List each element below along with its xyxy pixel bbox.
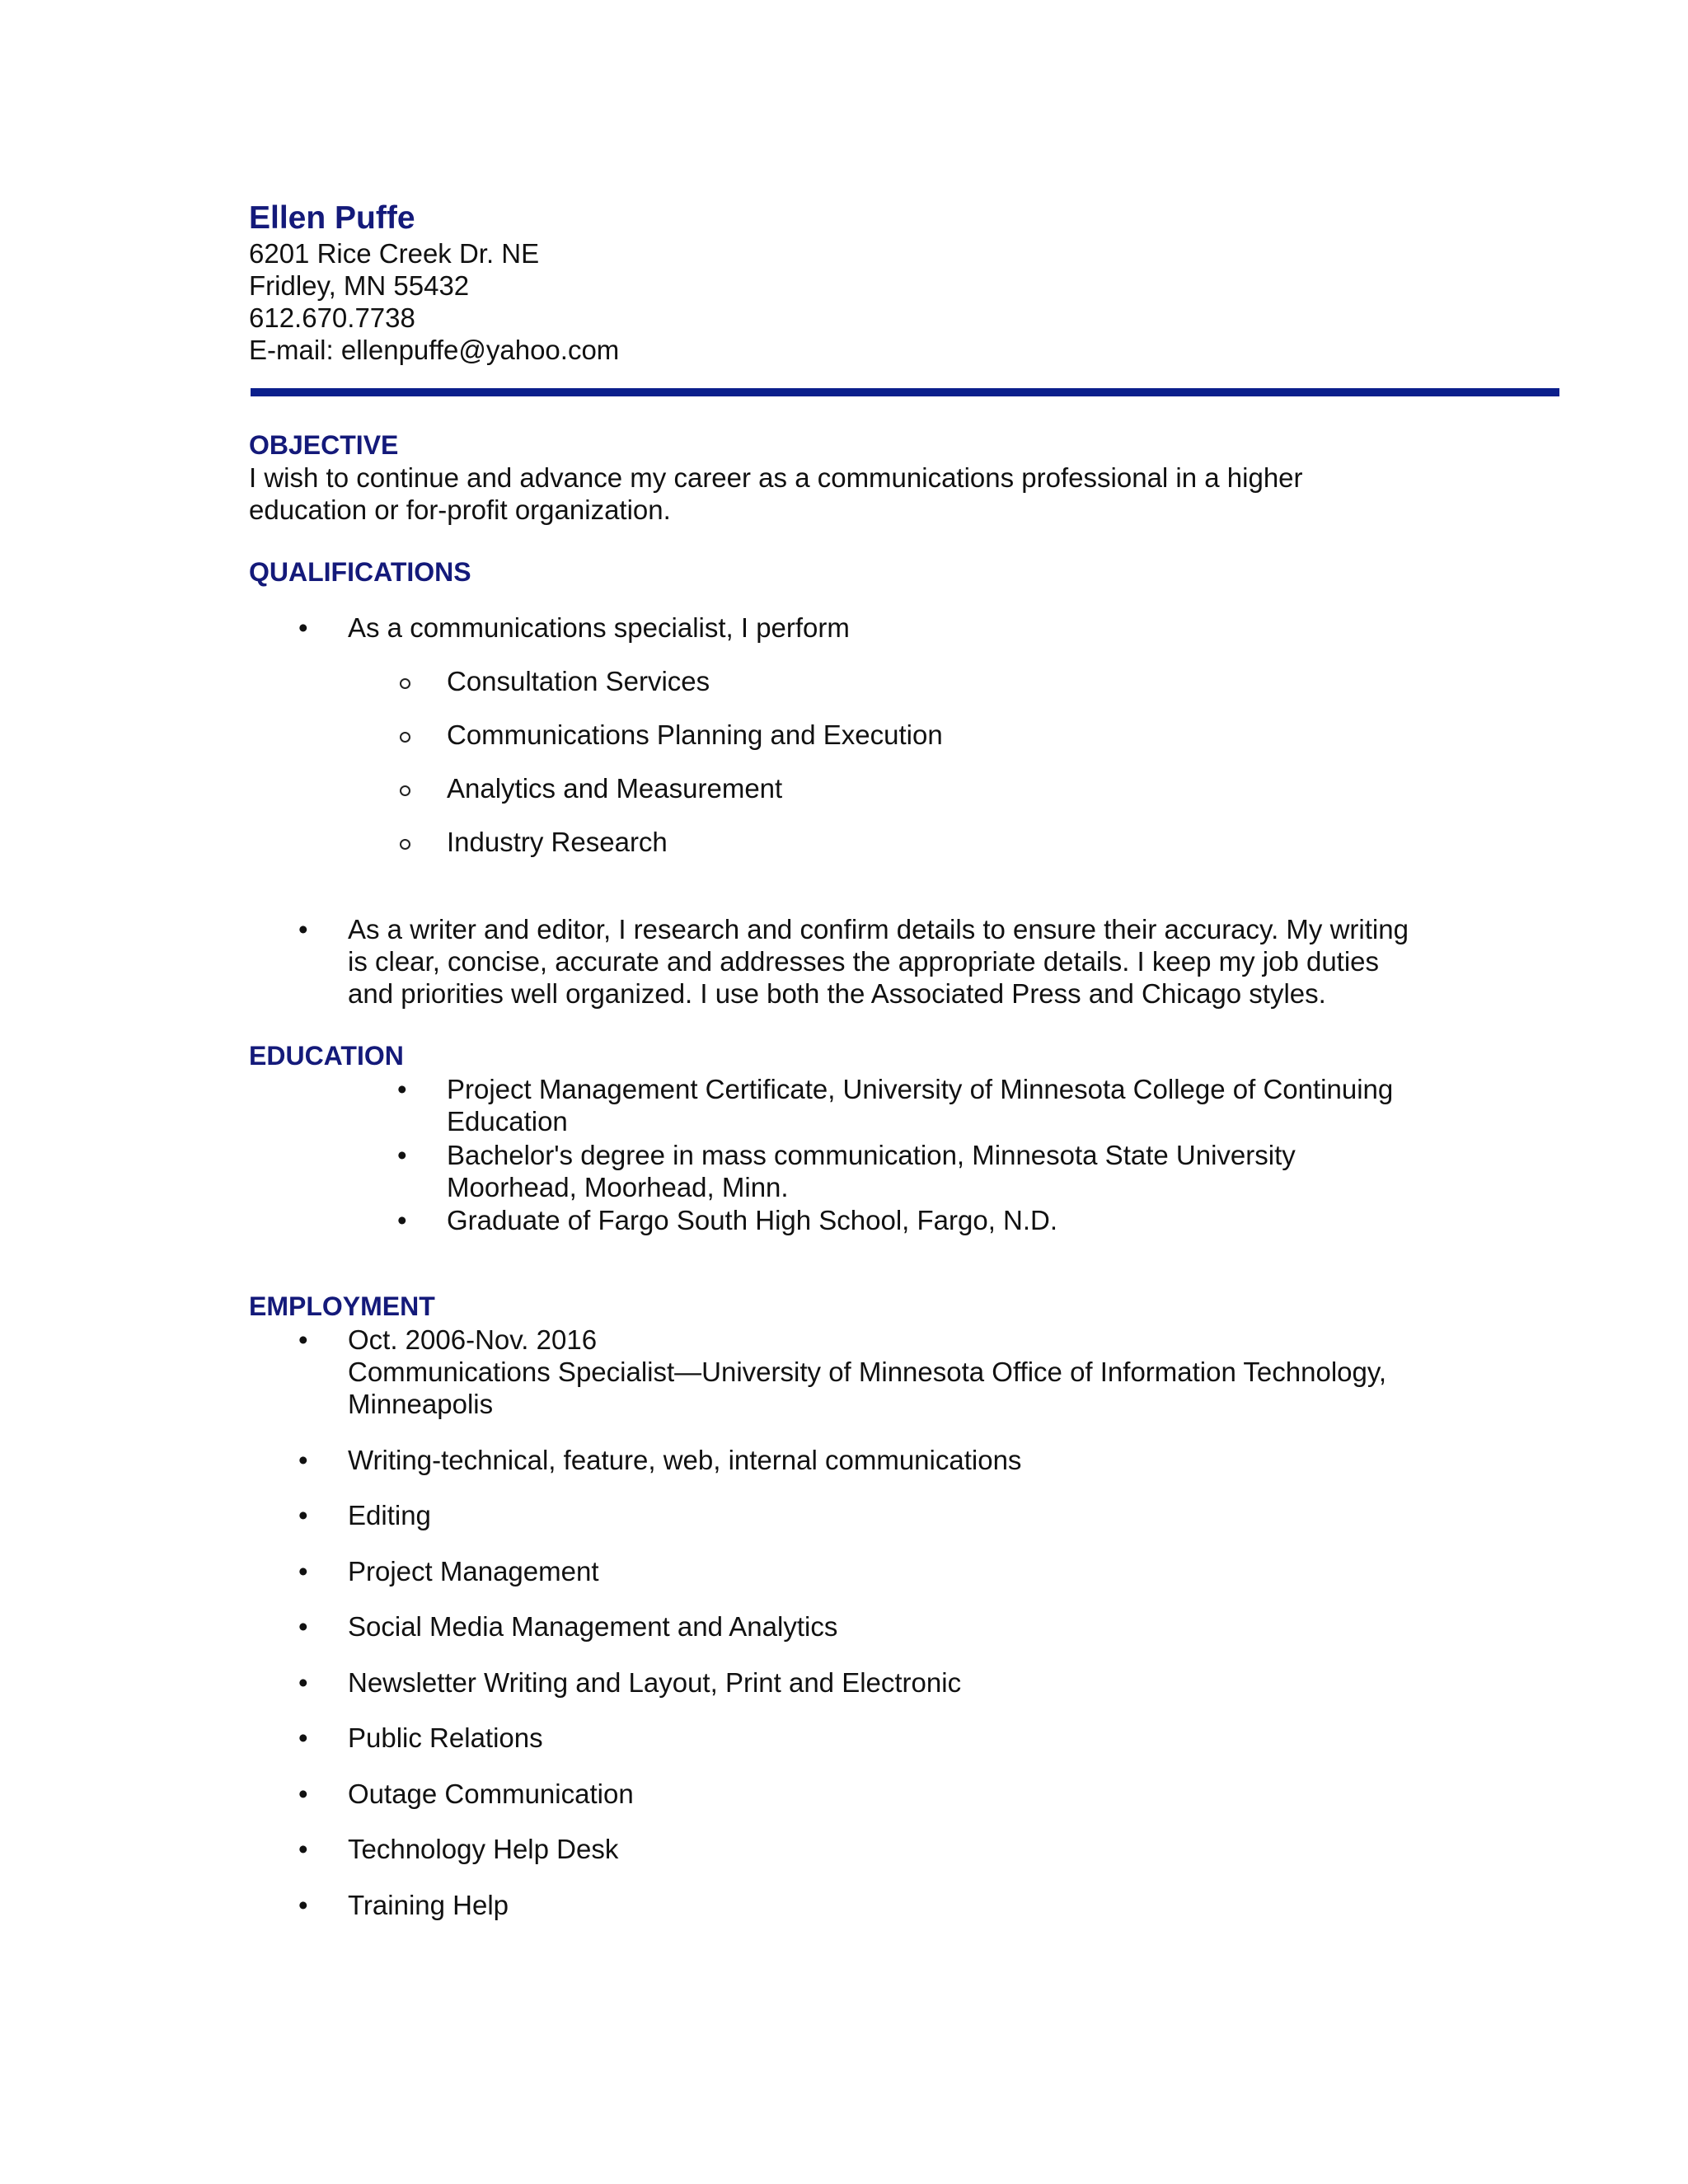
bullet-icon: • xyxy=(397,1205,407,1235)
duty-item-1: Writing-technical, feature, web, internal communications xyxy=(348,1445,1022,1475)
bullet-icon: • xyxy=(298,1834,308,1864)
qualification-item-1: As a communications specialist, I perform xyxy=(348,612,850,643)
employment-heading: EMPLOYMENT xyxy=(249,1291,435,1321)
job-dates: Oct. 2006-Nov. 2016 xyxy=(348,1324,598,1355)
bullet-icon: • xyxy=(298,612,308,643)
qualification-item-2-line-1: As a writer and editor, I research and confirm details to ensure their accuracy. My writing xyxy=(348,914,1409,944)
bullet-icon: • xyxy=(397,1140,407,1170)
qualification-subitem-1: Consultation Services xyxy=(447,666,710,696)
qualifications-heading: QUALIFICATIONS xyxy=(249,557,471,587)
duty-item-5: Newsletter Writing and Layout, Print and Electronic xyxy=(348,1667,962,1698)
education-item-2-line-2: Moorhead, Moorhead, Minn. xyxy=(447,1172,789,1202)
bullet-icon: • xyxy=(298,1722,308,1753)
education-heading: EDUCATION xyxy=(249,1041,404,1071)
header-divider xyxy=(251,388,1559,396)
qualification-subitem-4: Industry Research xyxy=(447,827,668,857)
job-title: Communications Specialist—University of Minnesota Office of Information Technology, xyxy=(348,1357,1387,1387)
qualification-subitem-2: Communications Planning and Execution xyxy=(447,719,943,750)
qualification-item-2-line-3: and priorities well organized. I use both the Associated Press and Chicago styles. xyxy=(348,978,1326,1009)
duty-item-4: Social Media Management and Analytics xyxy=(348,1611,838,1642)
bullet-icon: • xyxy=(298,1500,308,1530)
objective-line-2: education or for-profit organization. xyxy=(249,494,671,525)
education-item-2-line-1: Bachelor's degree in mass communication, Minnesota State University xyxy=(447,1140,1296,1170)
duty-item-6: Public Relations xyxy=(348,1722,543,1753)
education-item-1-line-1: Project Management Certificate, University of Minnesota College of Continuing xyxy=(447,1074,1394,1104)
circle-bullet-icon xyxy=(400,785,410,796)
email-address: E-mail: ellenpuffe@yahoo.com xyxy=(249,335,620,365)
qualification-subitem-3: Analytics and Measurement xyxy=(447,773,783,804)
circle-bullet-icon xyxy=(400,678,410,689)
bullet-icon: • xyxy=(298,1324,308,1355)
bullet-icon: • xyxy=(397,1074,407,1104)
bullet-icon: • xyxy=(298,1556,308,1586)
bullet-icon: • xyxy=(298,914,308,944)
duty-item-3: Project Management xyxy=(348,1556,599,1586)
phone-number: 612.670.7738 xyxy=(249,302,415,333)
objective-heading: OBJECTIVE xyxy=(249,430,399,460)
duty-item-2: Editing xyxy=(348,1500,431,1530)
bullet-icon: • xyxy=(298,1611,308,1642)
candidate-name: Ellen Puffe xyxy=(249,200,415,236)
circle-bullet-icon xyxy=(400,839,410,850)
duty-item-7: Outage Communication xyxy=(348,1779,634,1809)
job-location: Minneapolis xyxy=(348,1389,494,1419)
address-line-1: 6201 Rice Creek Dr. NE xyxy=(249,238,540,269)
bullet-icon: • xyxy=(298,1890,308,1920)
education-item-3: Graduate of Fargo South High School, Fargo, N.D. xyxy=(447,1205,1058,1235)
duty-item-8: Technology Help Desk xyxy=(348,1834,619,1864)
bullet-icon: • xyxy=(298,1667,308,1698)
bullet-icon: • xyxy=(298,1445,308,1475)
objective-line-1: I wish to continue and advance my career as a communications professional in a higher xyxy=(249,462,1303,493)
qualification-item-2-line-2: is clear, concise, accurate and addresses the appropriate details. I keep my job duties xyxy=(348,946,1380,977)
bullet-icon: • xyxy=(298,1779,308,1809)
duty-item-9: Training Help xyxy=(348,1890,509,1920)
circle-bullet-icon xyxy=(400,732,410,743)
address-line-2: Fridley, MN 55432 xyxy=(249,270,470,301)
education-item-1-line-2: Education xyxy=(447,1106,568,1137)
